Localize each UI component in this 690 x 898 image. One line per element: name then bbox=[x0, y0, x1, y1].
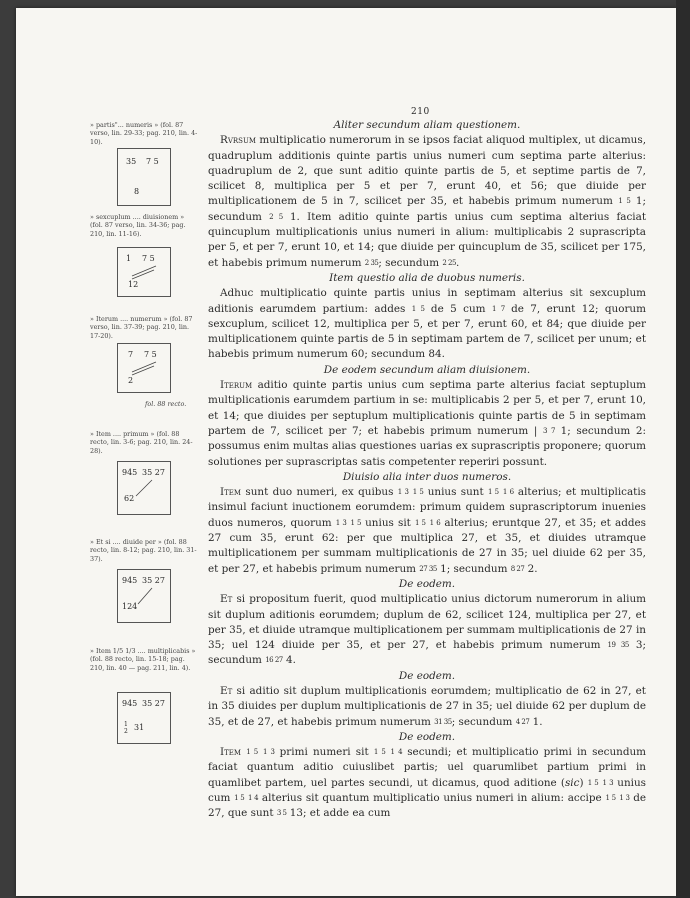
heading-7: De eodem. bbox=[398, 730, 456, 743]
figure-box: 35 7 5 8 bbox=[117, 148, 171, 206]
margin-note: » Item .... primum » (fol. 88 recto, lin. 3-6; pag. 210, lin. 24-28). bbox=[90, 430, 193, 455]
paragraph-7: Item 1 5 1 3 primi numeri sit 1 5 1 4 secundi; et multiplicatio primi in secundum faciat quantum aditio cuiuslibet partis; uel quarumlibet partium primi in quamlibet partem, uel partes secundi, ut dicamus, quod aditione (sic) 1 5 1 3 unius cum 1 5 1 4 alterius sit quantum multiplicatio unius numeri in alium: accipe 1 5 1 3 de 27, que sunt 3 5 13; et adde ea cum bbox=[208, 746, 647, 820]
heading-1: Aliter secundum aliam questionem. bbox=[333, 119, 521, 131]
paragraph-6: Et si aditio sit duplum multiplicationis eorumdem; multiplicatio de 62 in 27, et in 35 diuides per duplum multiplicationis de 27 in 35; uel diuide 62 per duplum de 35, et de 27, et habebis primum numerum 31 35; secundum 4 27 1. bbox=[208, 684, 646, 728]
heading-4: Diuisio alia inter duos numeros. bbox=[342, 470, 512, 483]
margin-note: » sexcuplum .... diuisionem » (fol. 87 verso, lin. 34-36; pag. 210, lin. 11-16). bbox=[90, 213, 186, 238]
paragraph-1: Rvrsum multiplicatio numerorum in se ipsos faciat aliquod multiplex, ut dicamus, quadruplum additionis quinte partis unius numeri cum septima parte alterius: quadruplum de 2, que sunt aditio quinte partis de 5, et septime partis de 7, scilicet 8, multiplica per 5 et per 7, erunt 40, et 56; que diuide per multiplicationem de 5 in 7, scilicet per 35, et habebis primum numerum 1 5 1; secundum 2 5 1. Item aditio quinte partis unius cum septima alterius faciat quincuplum multiplicationis unius numeri in alium: multiplicabis 2 suprascripta per 5, et per 7, erunt 10, et 14; que diuide per quincuplum de 35, scilicet per 175, et habebis primum numerum 2 35; secundum 2 25. bbox=[208, 134, 647, 269]
heading-6: De eodem. bbox=[398, 669, 456, 682]
heading-2: Item questio alia de duobus numeris. bbox=[329, 271, 525, 284]
figure-box: 945 35 27 124 bbox=[117, 569, 171, 623]
paragraph-2: Adhuc multiplicatio quinte partis unius in septimam alterius sit sexcuplum aditionis earumdem partium: addes 1 5 de 5 cum 1 7 de 7, erunt 12; quorum sexcuplum, scilicet 12, multiplica per 5, et per 7, erunt 60, et 84; que diuide per multiplicationem quinte partis de 5 in septimam partem de 7, scilicet per unum; et habebis primum numerum 60; secundum 84. bbox=[208, 287, 646, 361]
heading-5: De eodem. bbox=[398, 577, 456, 590]
margin-note: » Et si .... diuide per » (fol. 88 recto, lin. 8-12; pag. 210, lin. 31-37). bbox=[90, 538, 197, 563]
main-text bbox=[208, 118, 646, 822]
figure-box: 945 35 27 62 bbox=[117, 461, 171, 515]
page-number: 210 bbox=[411, 107, 430, 117]
figure-caption: fol. 88 recto. bbox=[145, 400, 187, 408]
figure-box: 7 7 5 2 bbox=[117, 343, 171, 393]
paragraph-5: Et si propositum fuerit, quod multiplicatio unius dictorum numerorum in alium sit duplum aditionis eorumdem; duplum de 62, scilicet 124, multiplica per 27, et per 35, et diuide utramque multiplicationem per summam multiplicationis de 27 in 35; uel 124 diuide per 35, et per 27, et habebis primum numerum 19 35 3; secundum 16 27 4. bbox=[208, 593, 646, 667]
margin-note: » Iterum .... numerum » (fol. 87 verso, lin. 37-39; pag. 210, lin. 17-20). bbox=[90, 315, 193, 340]
figure-box: 1 7 5 12 bbox=[117, 247, 171, 297]
viewer-edge bbox=[676, 0, 690, 898]
figure-box: 945 35 27 1 2 31 bbox=[117, 692, 171, 744]
paragraph-3: Iterum aditio quinte partis unius cum septima parte alterius faciat septuplum multiplicationis earumdem partium in se: multiplicabis 2 per 5, et per 7, erunt 10, et 14; que diuides per septuplum multiplicationis quinte partis de 5 in septimam partem de 7, scilicet per 7; et habebis primum numerum | 3 7 1; secundum 2: possumus enim multas alias questiones uarias ex suprascriptis proponere; quorum solutiones per suprascriptas satis competenter reperiri possunt. bbox=[208, 379, 647, 468]
margin-note: » Item 1/5 1/3 .... multiplicabis » (fol. 88 recto, lin. 15-18; pag. 210, lin. 40 — pag. 211, lin. 4). bbox=[90, 647, 196, 672]
heading-3: De eodem secundum aliam diuisionem. bbox=[323, 363, 531, 376]
margin-note: » partis"... numeris » (fol. 87 verso, lin. 29-33; pag. 210, lin. 4-10). bbox=[90, 121, 198, 146]
paragraph-4: Item sunt duo numeri, ex quibus 1 3 1 5 unius sunt 1 5 1 6 alterius; et multiplicatis insimul faciunt inuctionem eorumdem: primum quidem suprascriptorum inuenies duos numeros, quorum 1 3 1 5 unius sit 1 5 1 6 alterius; eruntque 27, et 35; et addes 27 cum 35, erunt 62: per que multiplica 27, et 35, et diuides utramque multiplicationem per summam multiplicationis de 27 in 35; uel diuide 62 per 35, et per 27, et habebis primum numerum 27 35 1; secundum 8 27 2. bbox=[208, 486, 647, 575]
